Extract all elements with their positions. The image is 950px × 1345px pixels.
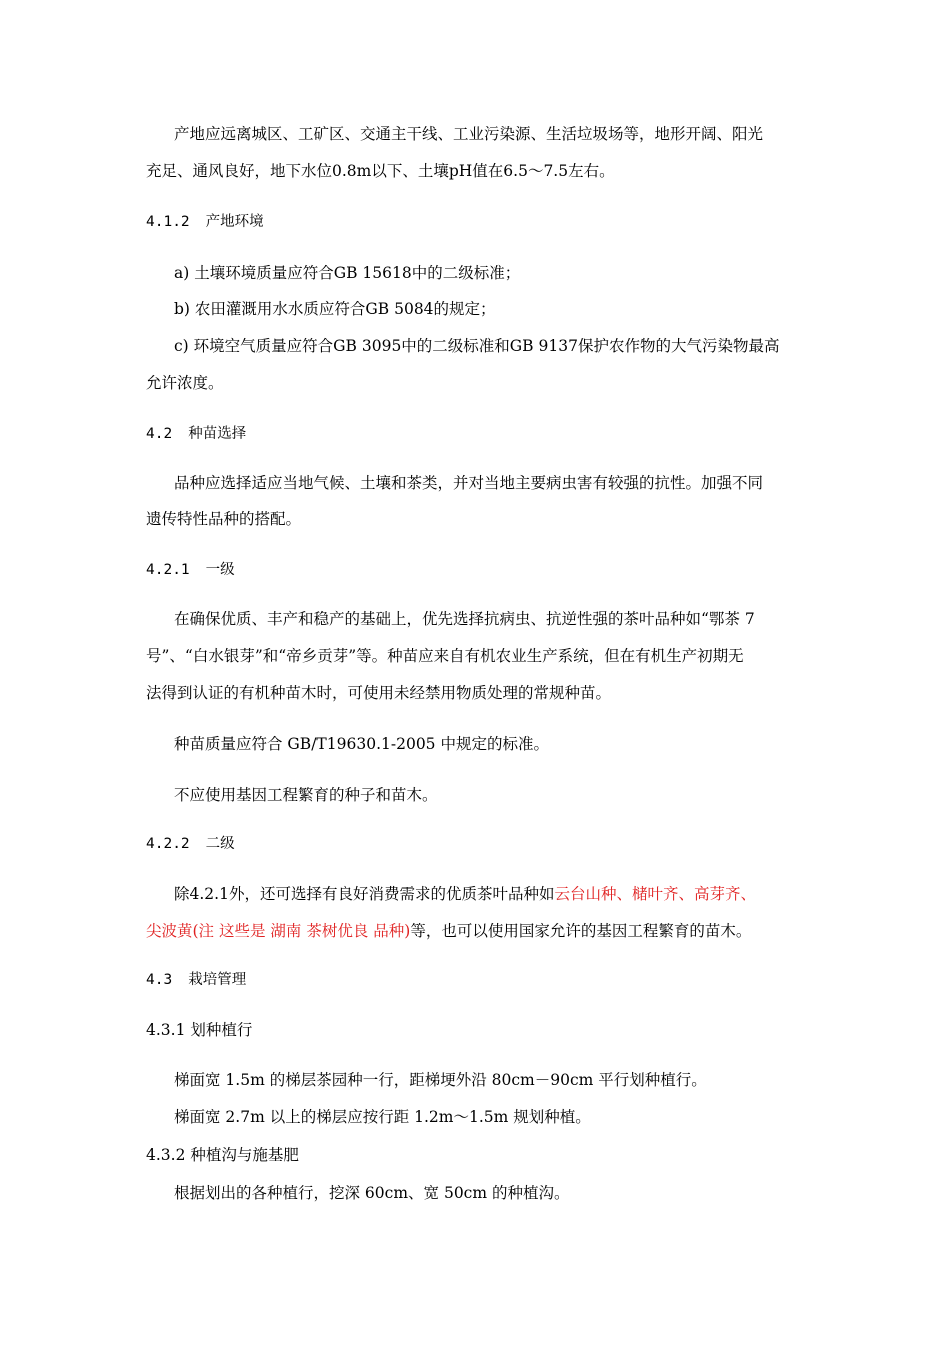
heading-4-3-1: 4.3.1 划种植行 [146,1021,253,1039]
section-number: 4.2.2 [146,836,190,852]
grade2-text: 除4.2.1外，还可选择有良好消费需求的优质茶叶品种如 [174,885,555,903]
paragraph-grade2-line2 [146,921,751,941]
paragraph-variety-line1: 品种应选择适应当地气候、土壤和茶类，并对当地主要病虫害有较强的抗性。加强不同 [174,474,764,492]
paragraph-row-2-7m: 梯面宽 2.7m 以上的梯层应按行距 1.2m～1.5m 规划种植。 [174,1108,591,1126]
section-number: 4.3 [146,972,173,988]
list-item-a: a) 土壤环境质量应符合GB 15618中的二级标准； [174,264,521,282]
paragraph-grade1-line3: 法得到认证的有机种苗木时，可使用未经禁用物质处理的常规种苗。 [146,684,612,702]
section-title: 二级 [205,836,235,852]
paragraph-no-gmo: 不应使用基因工程繁育的种子和苗木。 [174,786,438,804]
section-number: 4.1.2 [146,214,190,230]
heading-4-2-1 [146,560,235,580]
list-item-b: b) 农田灌溉用水水质应符合GB 5084的规定； [174,300,496,318]
section-title: 种苗选择 [188,426,247,442]
heading-4-1-2 [146,212,264,232]
paragraph-row-1-5m: 梯面宽 1.5m 的梯层茶园种一行，距梯埂外沿 80cm－90cm 平行划种植行。 [174,1071,707,1089]
section-number: 4.2.1 [146,562,190,578]
highlighted-varieties: 云台山种、槠叶齐、高芽齐、 [554,885,756,903]
paragraph-site-line1: 产地应远离城区、工矿区、交通主干线、工业污染源、生活垃圾场等，地形开阔、阳光 [174,125,764,143]
section-title: 产地环境 [205,214,264,230]
list-item-c-line1: c) 环境空气质量应符合GB 3095中的二级标准和GB 9137保护农作物的大气污染物最高 [174,337,780,355]
paragraph-seedling-quality: 种苗质量应符合 GB/T19630.1-2005 中规定的标准。 [174,735,549,753]
section-title: 一级 [205,562,235,578]
paragraph-site-line2: 充足、通风良好，地下水位0.8m以下、土壤pH值在6.5～7.5左右。 [146,162,615,180]
paragraph-grade1-line1: 在确保优质、丰产和稳产的基础上，优先选择抗病虫、抗逆性强的茶叶品种如“鄂茶 7 [174,610,755,628]
list-item-c-line2: 允许浓度。 [146,374,224,392]
heading-4-3 [146,970,246,990]
heading-4-3-2: 4.3.2 种植沟与施基肥 [146,1146,299,1164]
paragraph-variety-line2: 遗传特性品种的搭配。 [146,510,302,528]
heading-4-2 [146,424,246,444]
grade2-text: 等，也可以使用国家允许的基因工程繁育的苗木。 [410,922,752,940]
paragraph-trench: 根据划出的各种植行，挖深 60cm、宽 50cm 的种植沟。 [174,1184,570,1202]
section-title: 栽培管理 [188,972,247,988]
paragraph-grade2-line1 [174,884,756,904]
section-number: 4.2 [146,426,173,442]
highlighted-varieties-note: 尖波黄(注 这些是 湖南 茶树优良 品种) [146,922,411,940]
heading-4-2-2 [146,834,235,854]
paragraph-grade1-line2: 号”、“白水银芽”和“帝乡贡芽”等。种苗应来自有机农业生产系统，但在有机生产初期无 [146,647,744,665]
